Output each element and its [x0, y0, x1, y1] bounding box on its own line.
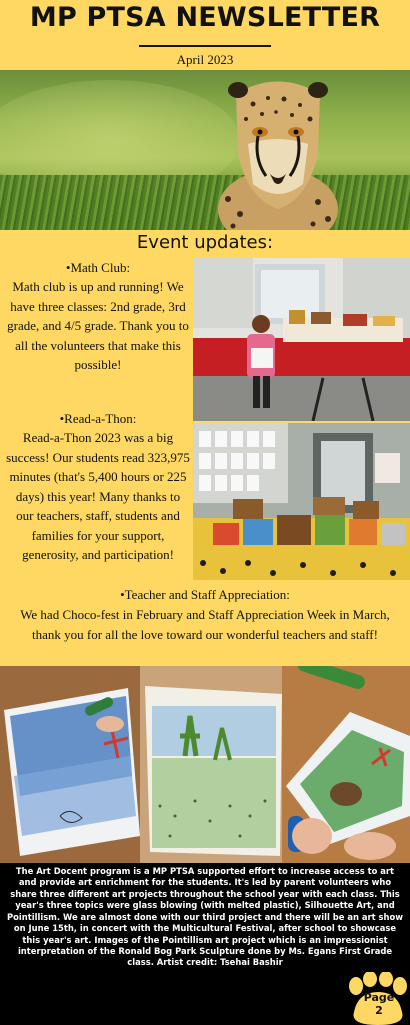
- read-a-thon-photo: [193, 423, 410, 580]
- math-club-body: Math club is up and running! We have three classes: 2nd grade, 3rd grade, and 4/5 grade. Thank you to all the volunteers that make this possible!: [7, 279, 189, 372]
- page-number: 2: [375, 1003, 383, 1017]
- art-docent-description: The Art Docent program is a MP PTSA supported effort to increase access to art and provide art enrichment for the students. It's led by parent volunteers who share three different art projects throughout the school year with each class. This year's three topics were glass blowing (with melted plastic), Silhouette Art, and Pointillism. We are almost done with our third project and there will be an art show on June 15th, in concert with the Multicultural Festival, after school to showcase this year's art. Images of the Pointillism art project which is an impressionist interpretation of the Ronald Bog Park Sculpture done by Ms. Egans First Grade class. Artist credit: Tsehai Bashir: [6, 866, 403, 968]
- math-club-photo: [193, 258, 410, 421]
- read-a-thon-body: Read-a-Thon 2023 was a big success! Our students read 323,975 minutes (that's 5,400 hours or 225 days) this year! Many thanks to our teachers, staff, students and families for your support, generosity, and participation!: [6, 430, 190, 562]
- math-club-title: •Math Club:: [65, 260, 131, 275]
- event-updates-heading: Event updates:: [136, 232, 274, 253]
- newsletter-title: MP PTSA NEWSLETTER: [29, 2, 381, 33]
- cheetah-photo: [0, 70, 410, 230]
- page-number-badge: [356, 992, 402, 1017]
- staff-appreciation-title: •Teacher and Staff Appreciation:: [120, 587, 290, 602]
- cheetah-icon: [218, 74, 338, 230]
- page-label: Page: [363, 991, 395, 1004]
- title-divider: [139, 45, 271, 47]
- pointillism-art-photos: [0, 666, 410, 863]
- issue-date: April 2023: [176, 52, 234, 67]
- read-a-thon-title: •Read-a-Thon:: [59, 411, 137, 426]
- staff-appreciation-body: We had Choco-fest in February and Staff Appreciation Week in March, thank you for all the love toward our wonderful teachers and staff!: [20, 607, 390, 642]
